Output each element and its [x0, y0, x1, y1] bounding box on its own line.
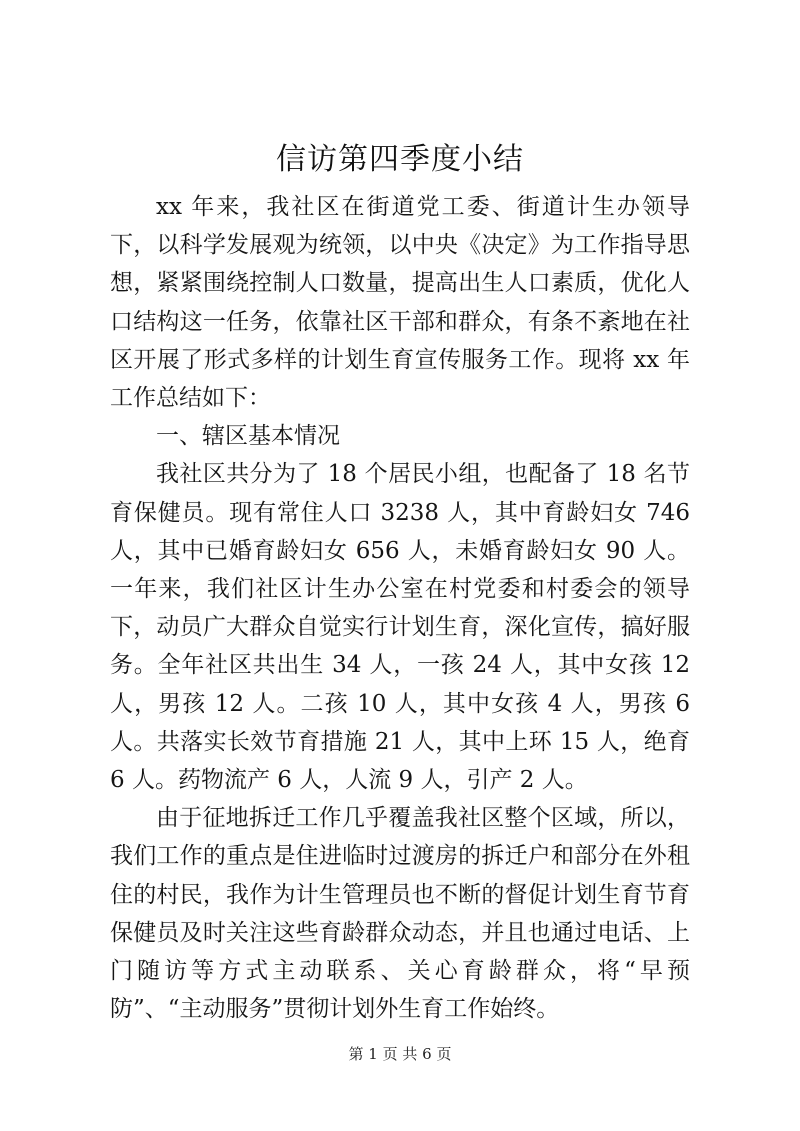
paragraph-statistics: 我社区共分为了 18 个居民小组，也配备了 18 名节育保健员。现有常住人口 3238 人，其中育龄妇女 746 人，其中已婚育龄妇女 656 人，未婚育龄妇女 90 人。一年来，我们社区计生办公室在村党委和村委会的领导下，动员广大群众自觉实行计划生育，深化宣传，搞好服务。全年社区共出生 34 人，一孩 24 人，其中女孩 12 人，男孩 12 人。二孩 10 人，其中女孩 4 人，男孩 6 人。共落实长效节育措施 21 人，其中上环 15 人，绝育 6 人。药物流产 6 人，人流 9 人，引产 2 人。 — [110, 461, 690, 794]
document-title: 信访第四季度小结 — [276, 142, 524, 177]
paragraph-intro: xx 年来，我社区在街道党工委、街道计生办领导下，以科学发展观为统领，以中央《决定》为工作指导思想，紧紧围绕控制人口数量，提高出生人口素质，优化人口结构这一任务，依靠社区干部和群众，有条不紊地在社区开展了形式多样的计划生育宣传服务工作。现将 xx 年工作总结如下： — [110, 194, 690, 412]
paragraph-work-focus: 由于征地拆迁工作几乎覆盖我社区整个区域，所以，我们工作的重点是住进临时过渡房的拆迁户和部分在外租住的村民，我作为计生管理员也不断的督促计划生育节育保健员及时关注这些育龄群众动态，并且也通过电话、上门随访等方式主动联系、关心育龄群众，将“早预防”、“主动服务”贯彻计划外生育工作始终。 — [110, 805, 690, 1023]
document-body — [110, 188, 690, 1028]
page-number-footer: 第 1 页 共 6 页 — [348, 1045, 452, 1063]
section-heading: 一、辖区基本情况 — [156, 423, 340, 450]
